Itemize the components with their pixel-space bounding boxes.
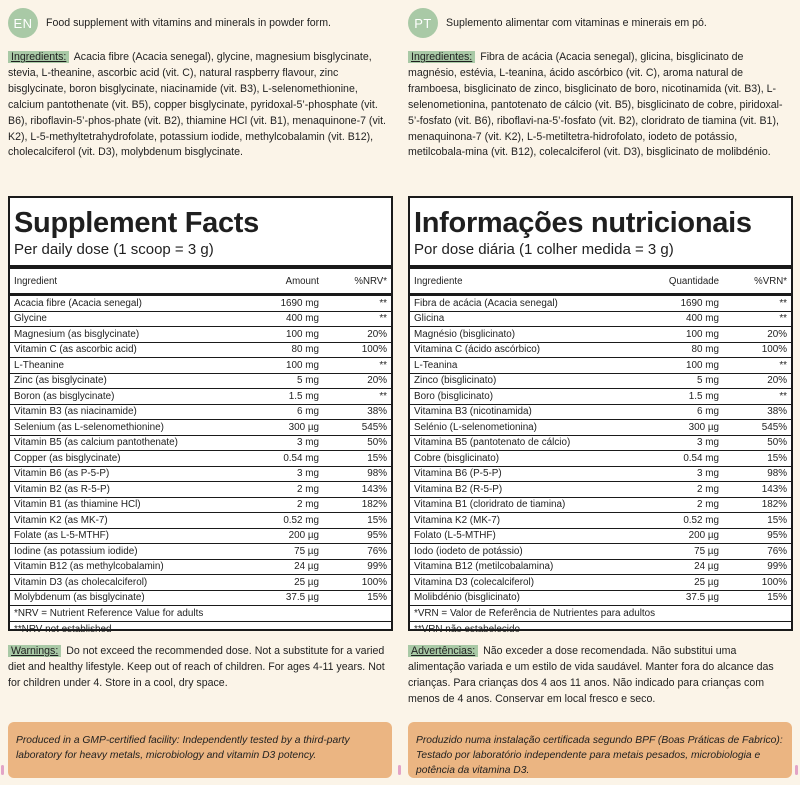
nutrient-reference-value: 15% xyxy=(367,452,387,464)
nutrient-name: Vitamin B6 (as P-5-P) xyxy=(14,468,110,480)
nutrient-amount: 75 µg xyxy=(294,545,319,557)
nutrient-reference-value: 99% xyxy=(767,561,787,573)
facts-title: Supplement Facts xyxy=(14,207,259,239)
nutrient-reference-value: 182% xyxy=(361,499,387,511)
nutrient-name: Selénio (L-selenometionina) xyxy=(414,421,537,433)
nutrient-name: Magnesium (as bisglycinate) xyxy=(14,328,140,340)
certification-box: Produzido numa instalação certificada segundo BPF (Boas Práticas de Fabrico): Testado por laboratório independente para metais pesados, microbiologia e potência da vitamina D3. xyxy=(408,722,792,778)
nutrient-amount: 0.54 mg xyxy=(683,452,719,464)
product-description: Food supplement with vitamins and minerals in powder form. xyxy=(46,17,331,29)
nutrient-reference-value: 98% xyxy=(367,468,387,480)
nutrient-reference-value: 15% xyxy=(767,514,787,526)
nutrient-name: Boro (bisglicinato) xyxy=(414,390,494,402)
nutrient-name: Vitamina B5 (pantotenato de cálcio) xyxy=(414,437,571,449)
nutrient-amount: 0.54 mg xyxy=(283,452,319,464)
decorative-mark xyxy=(1,765,4,775)
ingredients-text: Acacia fibre (Acacia senegal), glycine, magnesium bisglycinate, stevia, L-theanine, ascorbic acid (vit. C), natural raspberry flavour, zinc bisglycinate, boron bisglycinate, niacinamide (vit. B3), L-selenomethionine, calcium pantothenate (vit. B5), copper bisglycinate, pyridoxal-5’-phosphate (vit. B6), riboflavin-5’-phos-phate (vit. B2), thiamine HCl (vit. B1), menaquinone-7 (vit. K2), L-5-methyltetrahydrofolate, potassium iodide, methylcobalamin (vit. B12), cholecalciferol (vit. D3), molybdenum bisglycinate. xyxy=(8,51,386,159)
nutrient-amount: 3 mg xyxy=(697,437,719,449)
nutrient-amount: 3 mg xyxy=(297,468,319,480)
nutrient-reference-value: 100% xyxy=(361,344,387,356)
facts-row xyxy=(10,451,391,467)
nutrient-reference-value: 20% xyxy=(767,328,787,340)
facts-row xyxy=(410,451,791,467)
nutrient-amount: 100 mg xyxy=(686,359,719,371)
nutrient-amount: 0.52 mg xyxy=(683,514,719,526)
nutrient-amount: 2 mg xyxy=(297,483,319,495)
nutrient-name: Vitamina K2 (MK-7) xyxy=(414,514,500,526)
nutrient-amount: 0.52 mg xyxy=(283,514,319,526)
nutrient-reference-value: ** xyxy=(779,390,787,402)
nutrient-name: Vitamina B3 (nicotinamida) xyxy=(414,406,532,418)
nutrient-reference-value: ** xyxy=(779,313,787,325)
column-header-amount: Quantidade xyxy=(668,275,719,287)
facts-row xyxy=(10,482,391,498)
facts-row xyxy=(10,591,391,607)
nutrient-name: Vitamin B5 (as calcium pantothenate) xyxy=(14,437,178,449)
nutrient-name: Cobre (bisglicinato) xyxy=(414,452,500,464)
facts-row xyxy=(10,296,391,312)
nutrient-name: Vitamina B1 (cloridrato de tiamina) xyxy=(414,499,566,511)
facts-row xyxy=(410,467,791,483)
nutrient-amount: 200 µg xyxy=(688,530,719,542)
facts-row xyxy=(10,420,391,436)
nutrient-reference-value: 15% xyxy=(767,592,787,604)
facts-row xyxy=(410,529,791,545)
nutrient-reference-value: 20% xyxy=(367,375,387,387)
decorative-mark xyxy=(795,765,798,775)
footnote-reference: *VRN = Valor de Referência de Nutrientes para adultos xyxy=(410,606,791,622)
nutrient-name: Vitamina B2 (R-5-P) xyxy=(414,483,503,495)
warnings-text: Do not exceed the recommended dose. Not a substitute for a varied diet and healthy lifestyle. Keep out of reach of children. For ages 4-11 years. Not for children under 4. Store in a cool, dry space. xyxy=(8,645,385,689)
nutrient-name: Molibdénio (bisglicinato) xyxy=(414,592,520,604)
language-badge: EN xyxy=(8,8,38,38)
facts-row xyxy=(410,591,791,607)
facts-row xyxy=(10,436,391,452)
nutrient-amount: 1.5 mg xyxy=(688,390,719,402)
nutrient-reference-value: 15% xyxy=(367,592,387,604)
nutrient-name: Vitamin C (as ascorbic acid) xyxy=(14,344,137,356)
facts-row xyxy=(410,436,791,452)
nutrient-name: Zinco (bisglicinato) xyxy=(414,375,497,387)
facts-row xyxy=(410,482,791,498)
nutrient-name: Iodine (as potassium iodide) xyxy=(14,545,138,557)
nutrient-reference-value: 15% xyxy=(767,452,787,464)
nutrient-reference-value: 95% xyxy=(367,530,387,542)
nutrient-amount: 80 mg xyxy=(691,344,719,356)
nutrient-reference-value: 100% xyxy=(761,576,787,588)
nutrient-reference-value: 50% xyxy=(367,437,387,449)
column-header-reference: %NRV* xyxy=(354,275,387,287)
nutrient-amount: 25 µg xyxy=(694,576,719,588)
nutrient-name: Folate (as L-5-MTHF) xyxy=(14,530,109,542)
nutrient-reference-value: ** xyxy=(379,359,387,371)
nutrient-amount: 6 mg xyxy=(297,406,319,418)
nutrient-name: Fibra de acácia (Acacia senegal) xyxy=(414,297,558,309)
nutrient-name: Magnésio (bisglicinato) xyxy=(414,328,515,340)
nutrient-amount: 6 mg xyxy=(697,406,719,418)
nutrient-name: Vitamin B2 (as R-5-P) xyxy=(14,483,110,495)
nutrient-amount: 2 mg xyxy=(697,483,719,495)
nutrient-reference-value: 182% xyxy=(761,499,787,511)
nutrient-reference-value: 98% xyxy=(767,468,787,480)
facts-subtitle: Por dose diária (1 colher medida = 3 g) xyxy=(414,241,674,258)
facts-subtitle: Per daily dose (1 scoop = 3 g) xyxy=(14,241,214,258)
nutrient-amount: 300 µg xyxy=(288,421,319,433)
nutrient-reference-value: ** xyxy=(779,297,787,309)
column-header-ingredient: Ingredient xyxy=(14,275,58,287)
nutrient-reference-value: 95% xyxy=(767,530,787,542)
certification-box: Produced in a GMP-certified facility: Independently tested by a third-party laboratory for heavy metals, microbiology and vitamin D3 potency. xyxy=(8,722,392,778)
nutrient-name: Glycine xyxy=(14,313,47,325)
nutrient-name: Vitamina C (ácido ascórbico) xyxy=(414,344,541,356)
nutrient-amount: 24 µg xyxy=(694,561,719,573)
nutrient-reference-value: ** xyxy=(779,359,787,371)
nutrient-name: Boron (as bisglycinate) xyxy=(14,390,115,402)
warnings-paragraph xyxy=(408,644,792,708)
facts-row xyxy=(10,544,391,560)
nutrient-reference-value: 76% xyxy=(767,545,787,557)
nutrient-name: Folato (L-5-MTHF) xyxy=(414,530,496,542)
portuguese-column xyxy=(400,0,800,785)
facts-row xyxy=(410,513,791,529)
nutrient-name: Glicina xyxy=(414,313,445,325)
footnote-not-established: **VRN não estabelecido xyxy=(414,623,520,635)
nutrient-amount: 37.5 µg xyxy=(285,592,319,604)
ingredients-paragraph xyxy=(8,50,392,161)
facts-row xyxy=(410,575,791,591)
nutrient-name: Vitamina D3 (colecalciferol) xyxy=(414,576,535,588)
supplement-facts-panel xyxy=(8,196,393,635)
facts-row xyxy=(10,513,391,529)
nutrient-name: Vitamin K2 (as MK-7) xyxy=(14,514,108,526)
nutrient-reference-value: 143% xyxy=(361,483,387,495)
nutrient-name: Vitamin B3 (as niacinamide) xyxy=(14,406,137,418)
facts-row xyxy=(10,343,391,359)
facts-row xyxy=(410,405,791,421)
nutrient-reference-value: 99% xyxy=(367,561,387,573)
facts-rows xyxy=(410,296,791,606)
nutrient-reference-value: 20% xyxy=(367,328,387,340)
nutrient-amount: 37.5 µg xyxy=(685,592,719,604)
nutrient-amount: 3 mg xyxy=(697,468,719,480)
nutrient-reference-value: 15% xyxy=(367,514,387,526)
nutrient-reference-value: 100% xyxy=(361,576,387,588)
nutrient-amount: 1.5 mg xyxy=(288,390,319,402)
nutrient-name: Vitamin B12 (as methylcobalamin) xyxy=(14,561,164,573)
ingredients-label: Ingredientes: xyxy=(408,51,475,63)
nutrient-reference-value: ** xyxy=(379,390,387,402)
warnings-paragraph xyxy=(8,644,392,692)
nutrient-amount: 300 µg xyxy=(688,421,719,433)
facts-title: Informações nutricionais xyxy=(414,207,752,239)
warnings-label: Advertências: xyxy=(408,645,478,657)
nutrient-reference-value: ** xyxy=(379,297,387,309)
nutrient-name: Iodo (iodeto de potássio) xyxy=(414,545,523,557)
supplement-facts-panel xyxy=(408,196,793,635)
footnote-not-established: **NRV not established xyxy=(14,623,112,635)
facts-rows xyxy=(10,296,391,606)
nutrient-amount: 25 µg xyxy=(294,576,319,588)
nutrient-amount: 24 µg xyxy=(294,561,319,573)
nutrient-name: Vitamin B1 (as thiamine HCl) xyxy=(14,499,141,511)
nutrient-amount: 2 mg xyxy=(297,499,319,511)
facts-row xyxy=(10,389,391,405)
nutrient-amount: 75 µg xyxy=(694,545,719,557)
nutrient-name: L-Theanine xyxy=(14,359,64,371)
nutrient-amount: 100 mg xyxy=(686,328,719,340)
ingredients-paragraph xyxy=(408,50,792,161)
facts-row xyxy=(410,343,791,359)
warnings-text: Não exceder a dose recomendada. Não substitui uma alimentação variada e um estilo de vida saudável. Manter fora do alcance das crianças. Para crianças dos 4 aos 11 anos. Não indicado para crianças com menos de 4 anos. Conservar em local fresco e seco. xyxy=(408,645,774,705)
nutrient-name: Molybdenum (as bisglycinate) xyxy=(14,592,145,604)
nutrient-reference-value: 545% xyxy=(361,421,387,433)
nutrient-name: L-Teanina xyxy=(414,359,458,371)
facts-row xyxy=(10,405,391,421)
column-header-amount: Amount xyxy=(285,275,319,287)
column-header-ingredient: Ingrediente xyxy=(414,275,463,287)
facts-row xyxy=(410,374,791,390)
nutrient-reference-value: ** xyxy=(379,313,387,325)
ingredients-label: Ingredients: xyxy=(8,51,69,63)
facts-row xyxy=(410,312,791,328)
column-header-reference: %VRN* xyxy=(754,275,787,287)
nutrient-reference-value: 545% xyxy=(761,421,787,433)
nutrient-name: Vitamin D3 (as cholecalciferol) xyxy=(14,576,148,588)
product-description: Suplemento alimentar com vitaminas e minerais em pó. xyxy=(446,17,707,29)
nutrient-reference-value: 100% xyxy=(761,344,787,356)
nutrient-reference-value: 38% xyxy=(767,406,787,418)
nutrient-reference-value: 50% xyxy=(767,437,787,449)
nutrient-amount: 200 µg xyxy=(288,530,319,542)
nutrient-reference-value: 38% xyxy=(367,406,387,418)
facts-row xyxy=(10,529,391,545)
facts-header-row xyxy=(410,269,791,293)
nutrient-amount: 3 mg xyxy=(297,437,319,449)
nutrient-amount: 400 mg xyxy=(286,313,319,325)
nutrient-amount: 100 mg xyxy=(286,328,319,340)
nutrient-name: Copper (as bisglycinate) xyxy=(14,452,121,464)
nutrient-reference-value: 20% xyxy=(767,375,787,387)
facts-row xyxy=(410,544,791,560)
nutrient-reference-value: 76% xyxy=(367,545,387,557)
facts-row xyxy=(410,327,791,343)
facts-row xyxy=(410,420,791,436)
nutrient-amount: 80 mg xyxy=(291,344,319,356)
nutrient-name: Acacia fibre (Acacia senegal) xyxy=(14,297,142,309)
nutrient-amount: 5 mg xyxy=(297,375,319,387)
facts-row xyxy=(410,389,791,405)
facts-row xyxy=(410,560,791,576)
facts-row xyxy=(10,498,391,514)
nutrient-amount: 1690 mg xyxy=(280,297,319,309)
nutrient-reference-value: 143% xyxy=(761,483,787,495)
facts-header-row xyxy=(10,269,391,293)
nutrient-name: Zinc (as bisglycinate) xyxy=(14,375,107,387)
facts-row xyxy=(410,358,791,374)
nutrient-name: Vitamina B6 (P-5-P) xyxy=(414,468,502,480)
intro-row xyxy=(408,8,707,38)
nutrient-amount: 400 mg xyxy=(686,313,719,325)
decorative-mark xyxy=(398,765,401,775)
facts-row xyxy=(10,374,391,390)
nutrient-amount: 1690 mg xyxy=(680,297,719,309)
ingredients-text: Fibra de acácia (Acacia senegal), glicina, bisglicinato de magnésio, estévia, L-teanina, ácido ascórbico (vit. C), aroma natural de framboesa, bisglicinato de zinco, bisglicinato de boro, nicotinamida (vit. B3), L-selenometionina, pantotenato de cálcio (vit. B5), bisglicinato de cobre, piridoxal-5’-fosfato (vit. B6), riboflavi-na-5’-fosfato (vit. B2), cloridrato de tiamina (vit. B1), menaquinona-7 (vit. K2), L-5-metiltetra-hidrofolato, iodeto de potássio, metilcobala-mina (vit. B12), colecalciferol (vit. D3), bisglicinato de molibdénio. xyxy=(408,51,783,159)
facts-row xyxy=(10,327,391,343)
facts-row xyxy=(10,467,391,483)
facts-row xyxy=(410,296,791,312)
nutrient-amount: 100 mg xyxy=(286,359,319,371)
facts-row xyxy=(10,312,391,328)
facts-row xyxy=(410,498,791,514)
footnote-reference: *NRV = Nutrient Reference Value for adults xyxy=(10,606,391,622)
nutrient-amount: 5 mg xyxy=(697,375,719,387)
intro-row xyxy=(8,8,331,38)
nutrient-amount: 2 mg xyxy=(697,499,719,511)
facts-row xyxy=(10,575,391,591)
facts-row xyxy=(10,358,391,374)
warnings-label: Warnings: xyxy=(8,645,61,657)
language-badge: PT xyxy=(408,8,438,38)
facts-row xyxy=(10,560,391,576)
nutrient-name: Vitamina B12 (metilcobalamina) xyxy=(414,561,554,573)
nutrient-name: Selenium (as L-selenomethionine) xyxy=(14,421,164,433)
